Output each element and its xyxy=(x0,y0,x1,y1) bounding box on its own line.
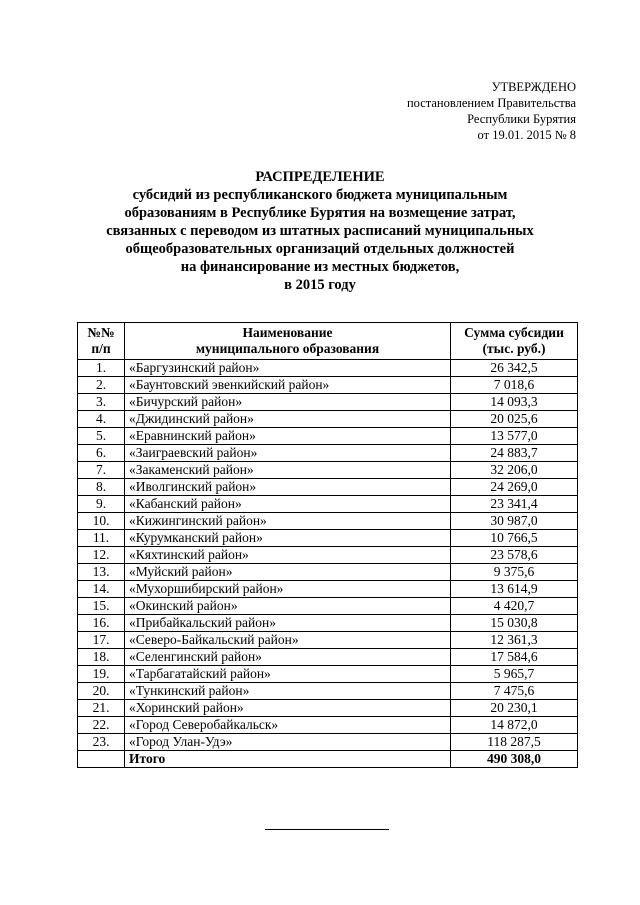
row-municipality: «Тарбагатайский район» xyxy=(125,666,451,683)
row-sum: 13 577,0 xyxy=(451,428,578,445)
row-municipality: «Баунтовский эвенкийский район» xyxy=(125,377,451,394)
row-municipality: «Еравнинский район» xyxy=(125,428,451,445)
row-municipality: «Хоринский район» xyxy=(125,700,451,717)
row-sum: 14 093,3 xyxy=(451,394,578,411)
row-municipality: «Баргузинский район» xyxy=(125,360,451,377)
row-sum: 20 230,1 xyxy=(451,700,578,717)
table-row xyxy=(78,564,578,581)
row-number: 1. xyxy=(78,360,125,377)
row-municipality: «Селенгинский район» xyxy=(125,649,451,666)
header-text: (тыс. руб.) xyxy=(482,341,546,356)
row-number: 4. xyxy=(78,411,125,428)
row-sum: 14 872,0 xyxy=(451,717,578,734)
row-sum: 118 287,5 xyxy=(451,734,578,751)
footer-divider xyxy=(265,829,389,830)
header-sum xyxy=(451,323,578,360)
row-number: 16. xyxy=(78,615,125,632)
row-sum: 4 420,7 xyxy=(451,598,578,615)
table-row xyxy=(78,666,578,683)
table-row xyxy=(78,530,578,547)
header-text: №№ xyxy=(87,325,115,340)
row-sum: 7 475,6 xyxy=(451,683,578,700)
approval-line: постановлением Правительства xyxy=(406,96,576,110)
table-row xyxy=(78,700,578,717)
title-heading: РАСПРЕДЕЛЕНИЕ xyxy=(255,169,385,185)
row-municipality: «Кяхтинский район» xyxy=(125,547,451,564)
title-line: на финансирование из местных бюджетов, xyxy=(180,259,460,275)
header-municipality xyxy=(125,323,451,360)
row-number: 21. xyxy=(78,700,125,717)
header-text: муниципального образования xyxy=(195,341,380,356)
row-number: 10. xyxy=(78,513,125,530)
table-row xyxy=(78,394,578,411)
approval-stamp xyxy=(407,79,576,143)
title-line: субсидий из республиканского бюджета муниципальным xyxy=(132,187,508,203)
row-number: 3. xyxy=(78,394,125,411)
row-municipality: «Кабанский район» xyxy=(125,496,451,513)
table-row xyxy=(78,411,578,428)
total-row xyxy=(78,751,578,768)
row-sum: 10 766,5 xyxy=(451,530,578,547)
title-line: в 2015 году xyxy=(284,277,356,293)
subsidy-table xyxy=(77,322,578,768)
row-municipality: «Город Северобайкальск» xyxy=(125,717,451,734)
title-line: связанных с переводом из штатных расписаний муниципальных xyxy=(106,223,534,239)
approval-line: УТВЕРЖДЕНО xyxy=(491,80,576,94)
header-text: Сумма субсидии xyxy=(464,325,564,340)
row-sum: 7 018,6 xyxy=(451,377,578,394)
table-row xyxy=(78,598,578,615)
document-title xyxy=(0,168,640,294)
row-municipality: «Тункинский район» xyxy=(125,683,451,700)
row-number: 14. xyxy=(78,581,125,598)
row-sum: 20 025,6 xyxy=(451,411,578,428)
row-number: 15. xyxy=(78,598,125,615)
row-municipality: «Окинский район» xyxy=(125,598,451,615)
row-sum: 17 584,6 xyxy=(451,649,578,666)
table-row xyxy=(78,360,578,377)
row-municipality: «Джидинский район» xyxy=(125,411,451,428)
row-sum: 15 030,8 xyxy=(451,615,578,632)
row-sum: 32 206,0 xyxy=(451,462,578,479)
row-number: 23. xyxy=(78,734,125,751)
row-municipality: «Город Улан-Удэ» xyxy=(125,734,451,751)
row-municipality: «Мухоршибирский район» xyxy=(125,581,451,598)
row-number: 8. xyxy=(78,479,125,496)
row-sum: 23 341,4 xyxy=(451,496,578,513)
table-row xyxy=(78,428,578,445)
row-municipality: «Бичурский район» xyxy=(125,394,451,411)
row-number: 13. xyxy=(78,564,125,581)
table-row xyxy=(78,496,578,513)
total-number-cell xyxy=(78,751,125,768)
table-row xyxy=(78,649,578,666)
total-label: Итого xyxy=(125,751,451,768)
row-municipality: «Закаменский район» xyxy=(125,462,451,479)
row-sum: 23 578,6 xyxy=(451,547,578,564)
row-sum: 12 361,3 xyxy=(451,632,578,649)
table-row xyxy=(78,734,578,751)
row-number: 18. xyxy=(78,649,125,666)
row-municipality: «Муйский район» xyxy=(125,564,451,581)
table-row xyxy=(78,513,578,530)
table-row xyxy=(78,581,578,598)
table-row xyxy=(78,547,578,564)
row-number: 11. xyxy=(78,530,125,547)
row-sum: 24 883,7 xyxy=(451,445,578,462)
table-header-row xyxy=(78,323,578,360)
table-row xyxy=(78,479,578,496)
row-municipality: «Северо-Байкальский район» xyxy=(125,632,451,649)
row-sum: 5 965,7 xyxy=(451,666,578,683)
table-row xyxy=(78,377,578,394)
row-number: 7. xyxy=(78,462,125,479)
table-row xyxy=(78,717,578,734)
table-row xyxy=(78,632,578,649)
row-sum: 13 614,9 xyxy=(451,581,578,598)
row-number: 17. xyxy=(78,632,125,649)
approval-line: Республики Бурятия xyxy=(467,112,576,126)
total-sum: 490 308,0 xyxy=(451,751,578,768)
table-row xyxy=(78,462,578,479)
row-number: 5. xyxy=(78,428,125,445)
header-number xyxy=(78,323,125,360)
row-sum: 30 987,0 xyxy=(451,513,578,530)
row-sum: 24 269,0 xyxy=(451,479,578,496)
table-row xyxy=(78,445,578,462)
row-number: 20. xyxy=(78,683,125,700)
header-text: Наименование xyxy=(242,325,333,340)
row-municipality: «Прибайкальский район» xyxy=(125,615,451,632)
row-number: 2. xyxy=(78,377,125,394)
row-municipality: «Курумканский район» xyxy=(125,530,451,547)
table-row xyxy=(78,615,578,632)
header-text: п/п xyxy=(91,341,111,356)
row-sum: 26 342,5 xyxy=(451,360,578,377)
title-line: общеобразовательных организаций отдельных должностей xyxy=(125,241,515,257)
row-number: 9. xyxy=(78,496,125,513)
row-municipality: «Заиграевский район» xyxy=(125,445,451,462)
row-number: 19. xyxy=(78,666,125,683)
row-sum: 9 375,6 xyxy=(451,564,578,581)
row-number: 6. xyxy=(78,445,125,462)
row-number: 12. xyxy=(78,547,125,564)
row-municipality: «Кижингинский район» xyxy=(125,513,451,530)
title-line: образованиям в Республике Бурятия на возмещение затрат, xyxy=(124,205,516,221)
row-number: 22. xyxy=(78,717,125,734)
approval-date-line: от 19.01. 2015 № 8 xyxy=(477,128,576,142)
table-row xyxy=(78,683,578,700)
row-municipality: «Иволгинский район» xyxy=(125,479,451,496)
